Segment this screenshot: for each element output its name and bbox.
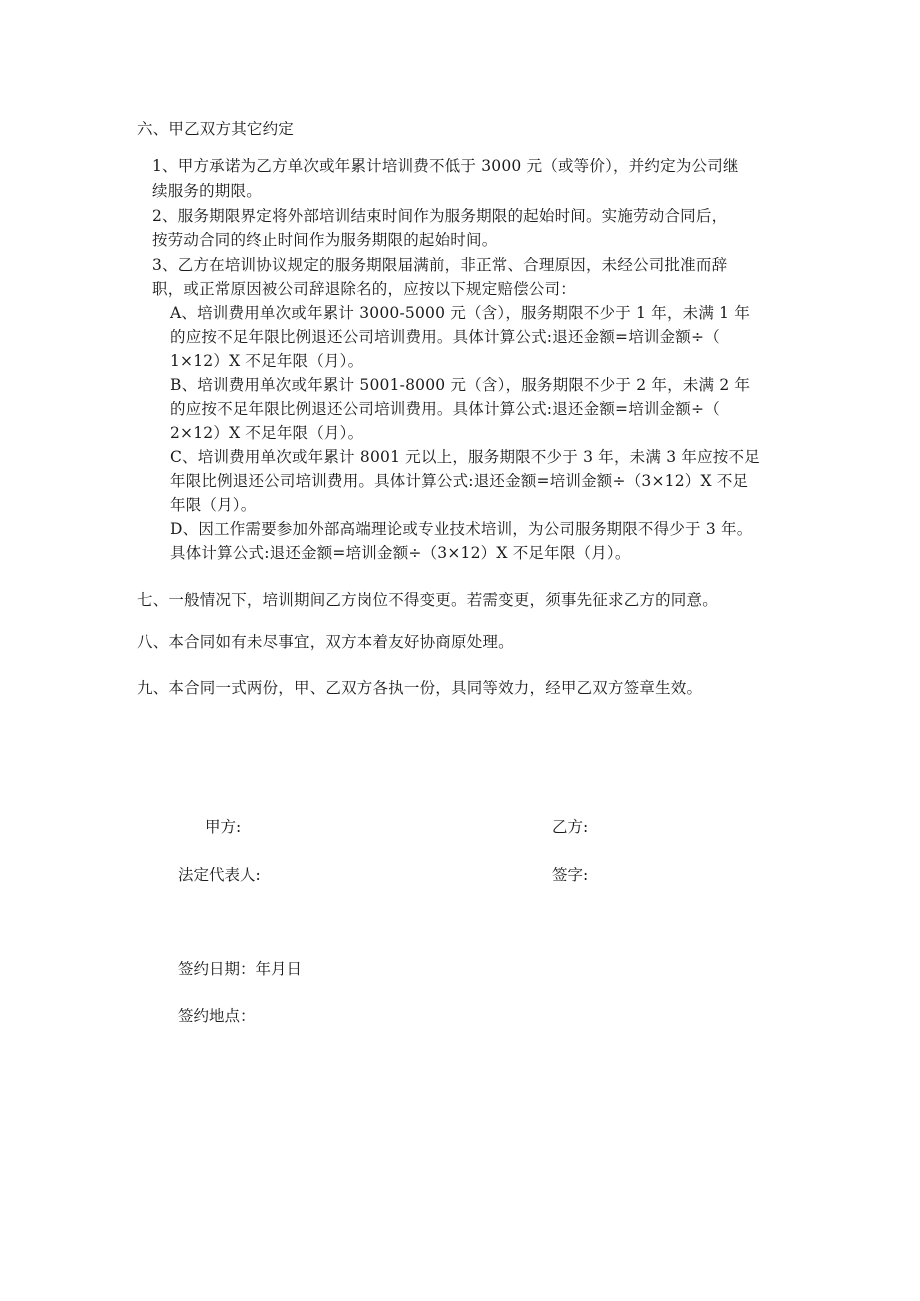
party-b-label: 乙方: [552, 818, 589, 836]
clause-1-line-2: 续服务的期限。 [152, 182, 262, 200]
clause-3b-line-3: 2×12）X 不足年限（月）。 [170, 424, 364, 442]
signing-place-label: 签约地点： [178, 1007, 256, 1025]
legal-representative-label: 法定代表人: [178, 866, 261, 884]
clause-3c-line-1: C、培训费用单次或年累计 8001 元以上，服务期限不少于 3 年，未满 3 年应按不足 [170, 448, 760, 466]
clause-3a-line-2: 的应按不足年限比例退还公司培训费用。具体计算公式:退还金额=培训金额÷（ [170, 328, 720, 346]
clause-1-line-1: 1、甲方承诺为乙方单次或年累计培训费不低于 3000 元（或等价），并约定为公司继 [152, 157, 739, 175]
section-8: 八、本合同如有未尽事宜，双方本着友好协商原处理。 [137, 633, 514, 651]
clause-3-line-2: 职，或正常原因被公司辞退除名的，应按以下规定赔偿公司： [152, 280, 576, 298]
clause-3c-line-3: 年限（月）。 [170, 496, 257, 514]
signing-date-label: 签约日期：年月日 [178, 960, 303, 978]
section-7: 七、一般情况下，培训期间乙方岗位不得变更。若需变更，须事先征求乙方的同意。 [137, 591, 718, 609]
clause-3b-line-2: 的应按不足年限比例退还公司培训费用。具体计算公式:退还金额=培训金额÷（ [170, 400, 720, 418]
clause-3a-line-3: 1×12）X 不足年限（月）。 [170, 352, 364, 370]
clause-3c-line-2: 年限比例退还公司培训费用。具体计算公式:退还金额=培训金额÷（3×12）X 不足 [170, 472, 749, 490]
clause-2-line-2: 按劳动合同的终止时间作为服务期限的起始时间。 [152, 231, 498, 249]
section-9: 九、本合同一式两份，甲、乙双方各执一份，具同等效力，经甲乙双方签章生效。 [137, 679, 703, 697]
party-a-label: 甲方: [205, 818, 242, 836]
clause-3b-line-1: B、培训费用单次或年累计 5001-8000 元（含），服务期限不少于 2 年，未满 2 年 [170, 376, 751, 394]
clause-3d-line-1: D、因工作需要参加外部高端理论或专业技术培训，为公司服务期限不得少于 3 年。 [170, 520, 753, 538]
clause-3a-line-1: A、培训费用单次或年累计 3000-5000 元（含），服务期限不少于 1 年，未满 1 年 [170, 304, 751, 322]
clause-3-line-1: 3、乙方在培训协议规定的服务期限届满前，非正常、合理原因，未经公司批准而辞 [152, 256, 728, 274]
clause-3d-line-2: 具体计算公式:退还金额=培训金额÷（3×12）X 不足年限（月）。 [170, 544, 631, 562]
section-6-heading: 六、甲乙双方其它约定 [137, 120, 295, 138]
signature-label: 签字: [552, 866, 589, 884]
clause-2-line-1: 2、服务期限界定将外部培训结束时间作为服务期限的起始时间。实施劳动合同后， [152, 207, 728, 225]
